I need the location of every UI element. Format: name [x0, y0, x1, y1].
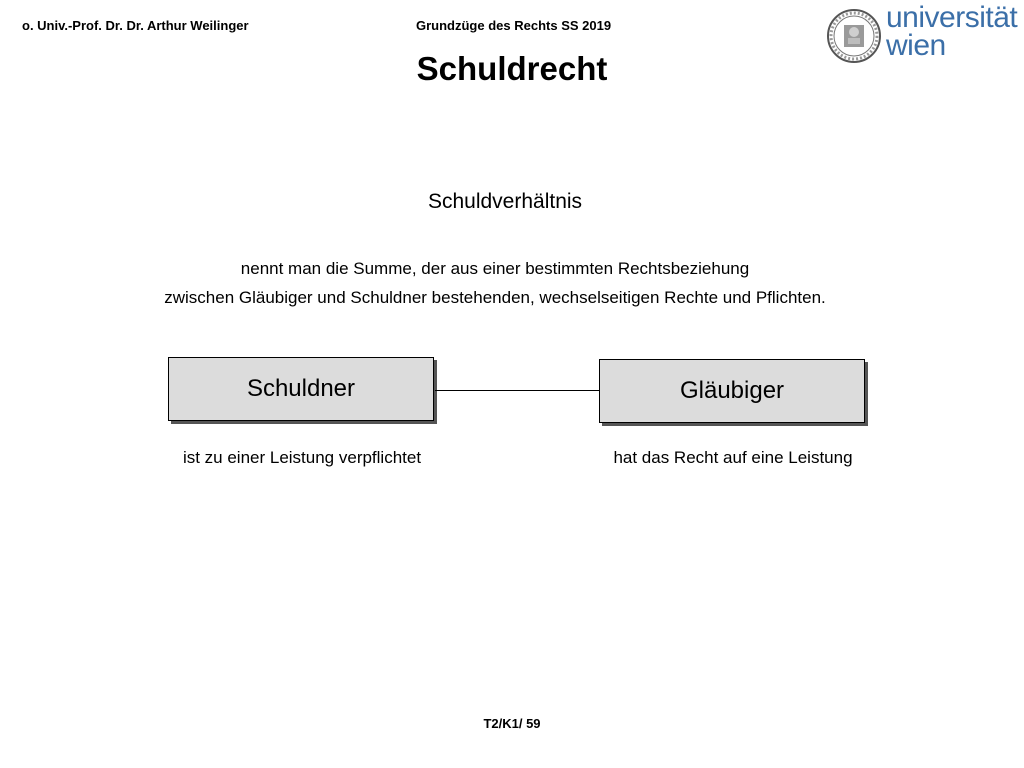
schuldner-box [168, 357, 434, 421]
definition-line-2: zwischen Gläubiger und Schuldner bestehenden, wechselseitigen Rechte und Pflichten. [164, 288, 826, 307]
schuldner-label: Schuldner [246, 375, 356, 402]
page-title: Schuldrecht [416, 50, 608, 87]
page-number: T2/K1/ 59 [483, 716, 541, 731]
glaeubiger-label: Gläubiger [679, 377, 785, 404]
author-name: o. Univ.-Prof. Dr. Dr. Arthur Weilinger [22, 18, 249, 33]
logo-text-line1: universität [886, 1, 1018, 34]
definition-line-1: nennt man die Summe, der aus einer bestimmten Rechtsbeziehung [240, 259, 750, 278]
definition-text [0, 254, 990, 312]
relationship-connector-line [435, 390, 599, 391]
glaeubiger-caption: hat das Recht auf eine Leistung [613, 448, 853, 467]
definition-term: Schuldverhältnis [427, 190, 583, 213]
course-title: Grundzüge des Rechts SS 2019 [416, 18, 612, 33]
schuldner-caption: ist zu einer Leistung verpflichtet [182, 448, 422, 467]
glaeubiger-box [599, 359, 865, 423]
logo-text-line2: wien [886, 29, 946, 62]
